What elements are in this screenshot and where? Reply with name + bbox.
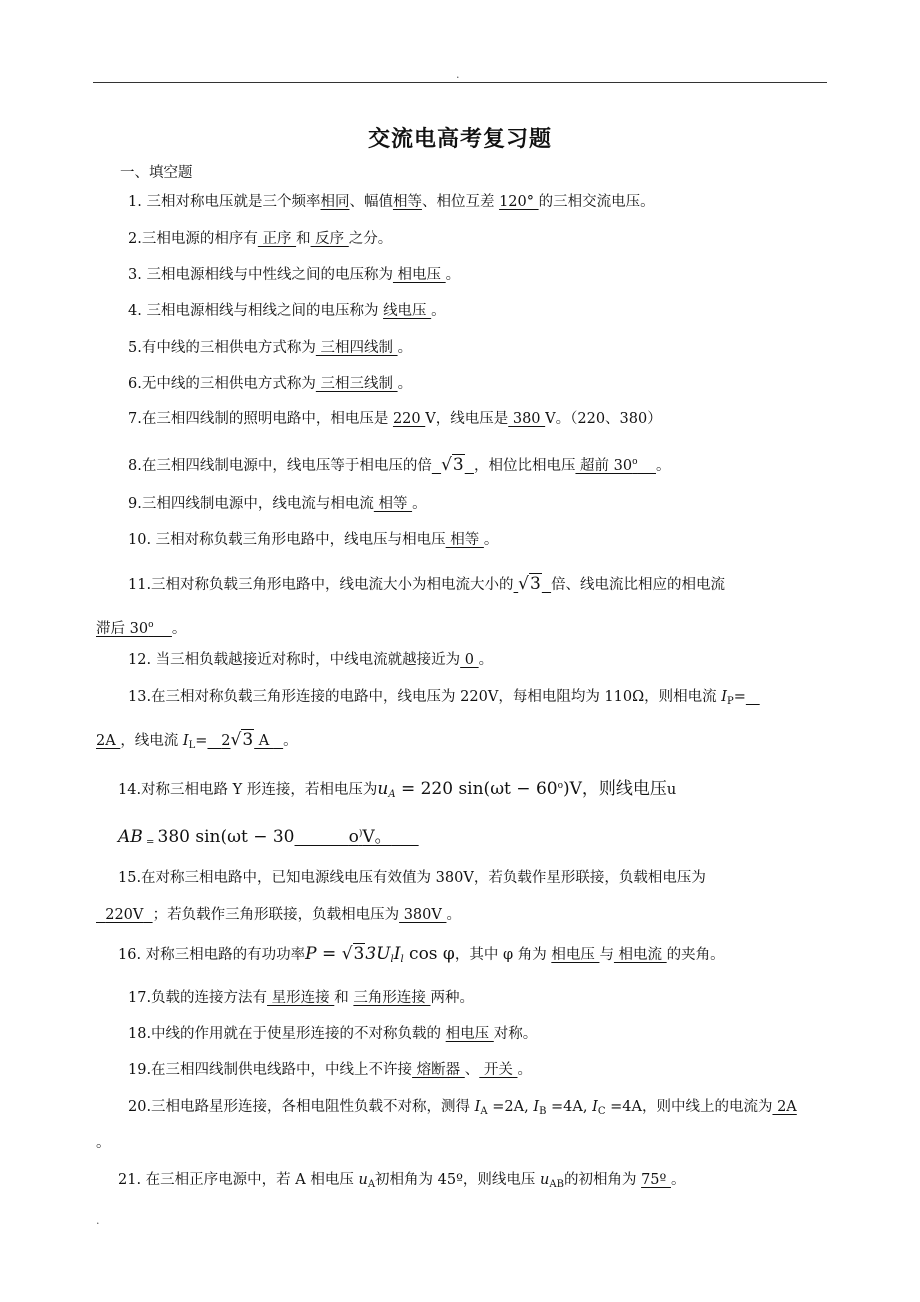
question-3: 3. 三相电源相线与中性线之间的电压称为 相电压 。: [128, 267, 461, 283]
answer: 反序: [310, 231, 349, 247]
question-12: 12. 当三相负载越接近对称时，中线电流就越接近为 0 。: [128, 652, 494, 668]
question-2: 2.三相电源的相序有 正序 和 反序 之分。: [128, 231, 393, 247]
answer: 120°: [499, 194, 539, 210]
question-20: 20.三相电路星形连接，各相电阻性负载不对称，测得 $I_A =2A$, $I_B =4A$, $I_C =4A$，则中线上的电流为 2A: [128, 1099, 797, 1117]
question-14-cont: AB $_=$ 380 sin(ωt − 30 o)V。: [118, 824, 419, 853]
answer: 相电压: [392, 267, 446, 283]
answer: 220: [392, 411, 426, 427]
answer: 相电压: [551, 947, 600, 963]
answer: 相等: [392, 194, 422, 210]
answer: 2√3 A: [221, 730, 274, 750]
answer: 380V: [399, 907, 447, 923]
answer: 2A: [772, 1099, 797, 1115]
answer: 相同: [320, 194, 350, 210]
answer: 熔断器: [412, 1062, 465, 1078]
answer: 三角形连接: [353, 990, 431, 1006]
question-7: 7.在三相四线制的照明电路中，相电压是 220 V，线电压是 380 V。（220、380）: [128, 411, 662, 427]
header-rule: [93, 82, 827, 83]
answer: 星形连接: [267, 990, 335, 1006]
answer: 相等: [373, 496, 413, 512]
answer: 相电流: [613, 947, 667, 963]
question-11: 11.三相对称负载三角形电路中，线电流大小为相电流大小的 √3 倍、线电流比相应的相电流: [128, 574, 726, 594]
answer: 超前 30$^o$: [575, 457, 638, 474]
sqrt-radicand: 3: [452, 455, 464, 475]
section-heading: 一、填空题: [120, 165, 193, 181]
question-13: 13.在三相对称负载三角形连接的电路中，线电压为 220V，每相电阻均为 110Ω，则相电流 $I_P=$: [128, 689, 746, 707]
question-8: 8.在三相四线制电源中，线电压等于相电压的倍 √3 ，相位比相电压 超前 30$^o$ 。: [128, 455, 671, 475]
question-6: 6.无中线的三相供电方式称为 三相三线制 。: [128, 376, 413, 392]
answer: 三相四线制: [315, 340, 398, 356]
answer: 滞后 30$^o$: [96, 620, 154, 637]
question-14: 14.对称三相电路 Y 形连接，若相电压为$u_A = 220$ $\sin(\omega t - 60^o)V$，则线电压u: [118, 779, 677, 800]
question-13-cont: 2A ，线电流 $I_L=$ 2√3 A 。: [96, 730, 298, 751]
question-5: 5.有中线的三相供电方式称为 三相四线制 。: [128, 340, 413, 356]
question-21: 21. 在三相正序电源中，若 A 相电压 $u_A$初相角为 45º，则线电压 $u_{AB}$的初相角为 75º 。: [118, 1172, 686, 1190]
sqrt-radicand: 3: [242, 730, 254, 750]
answer: 380: [508, 411, 546, 427]
answer: 0: [460, 652, 479, 668]
question-18: 18.中线的作用就在于使星形连接的不对称负载的 相电压 对称。: [128, 1026, 538, 1042]
page-title: 交流电高考复习题: [367, 127, 552, 152]
question-15: 15.在对称三相电路中，已知电源线电压有效值为 380V，若负载作星形联接，负载相电压为: [118, 870, 706, 886]
sqrt-radicand: 3: [353, 944, 365, 964]
answer: 2A: [96, 733, 121, 749]
question-10: 10. 三相对称负载三角形电路中，线电压与相电压 相等 。: [128, 532, 499, 548]
answer: 开关: [479, 1062, 518, 1078]
answer: √3: [441, 455, 464, 475]
question-11-cont: 滞后 30$^o$ 。: [96, 620, 187, 637]
footer-dot: .: [96, 1214, 100, 1227]
answer: 正序: [257, 231, 297, 247]
answer: 三相三线制: [315, 376, 398, 392]
sqrt-radicand: 3: [530, 574, 541, 594]
question-19: 19.在三相四线制供电线路中，中线上不许接 熔断器 、 开关 。: [128, 1062, 532, 1078]
question-4: 4. 三相电源相线与相线之间的电压称为 线电压 。: [128, 303, 446, 319]
phase-voltage-expression: = 220 sin(ωt − 60: [395, 779, 558, 799]
answer: 220V: [105, 907, 144, 923]
answer: 75º: [641, 1172, 671, 1188]
question-1: 1. 三相对称电压就是三个频率相同、幅值相等、相位互差 120° 的三相交流电压。: [128, 194, 655, 210]
answer: 相电压: [445, 1026, 494, 1042]
answer: 线电压: [383, 303, 432, 319]
question-16: 16. 对称三相电路的有功功率$P = √33U_lI_l$ cos φ，其中 φ 角为 相电压 与 相电流 的夹角。: [118, 944, 725, 965]
answer: 相等: [445, 532, 484, 548]
answer: √3: [518, 574, 541, 594]
header-dot: .: [456, 68, 460, 81]
question-15-cont: 220V ；若负载作三角形联接，负载相电压为 380V 。: [96, 905, 461, 925]
question-17: 17.负载的连接方法有 星形连接 和 三角形连接 两种。: [128, 990, 474, 1006]
answer: o)V。: [348, 827, 392, 847]
question-9: 9.三相四线制电源中，线电流与相电流 相等 。: [128, 496, 427, 512]
question-20-cont: 。: [96, 1135, 111, 1151]
